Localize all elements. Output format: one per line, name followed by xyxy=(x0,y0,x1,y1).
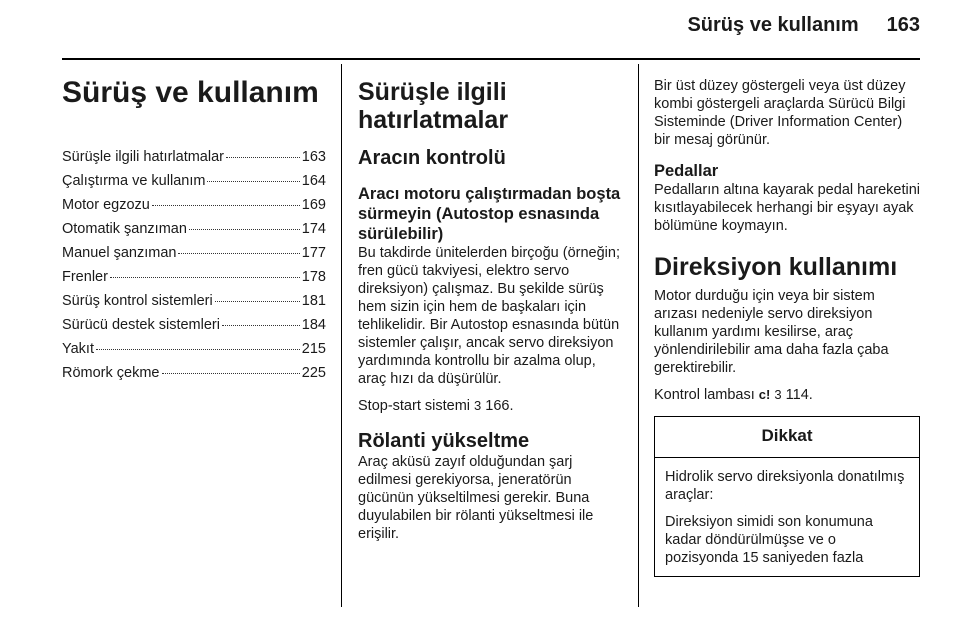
chapter-title: Sürüş ve kullanım xyxy=(62,76,319,109)
steering-text: Motor durduğu için veya bir sistem arızası nedeniyle servo direksiyon kullanım yardımı kesilirse, araç yönlendirilebilir ama daha fazla çaba gerektirebilir. xyxy=(654,288,889,376)
toc-leader xyxy=(226,157,300,158)
section-title: Sürüşle ilgili hatırlatmalar xyxy=(358,78,509,134)
autostop-text: Bu takdirde ünitelerden birçoğu (örneğin; fren gücü takviyesi, elektro servo direksiyon) çalışmaz. Bu şekilde sürüş hem sizin için hem de başkaları için tehlikelidir. Bir Autostop esnasında bütün sistemler çalışır, ancak servo direksiyon yardımında kontrollu bir azalma olup, araç hızı da düşürülür. xyxy=(358,245,620,387)
idle-text: Araç aküsü zayıf olduğundan şarj edilmesi gerekiyorsa, jeneratörün gücünün yükseltilmesi gerekir. Buna duyulabilen bir rölanti yükseltmesi ile erişilir. xyxy=(358,454,594,542)
column-pedals-steering xyxy=(654,64,920,577)
column-toc xyxy=(62,64,326,385)
table-of-contents xyxy=(62,145,326,385)
toc-label: Sürüş kontrol sistemleri xyxy=(62,293,213,309)
toc-page: 184 xyxy=(301,317,326,333)
toc-leader xyxy=(162,373,300,374)
toc-leader xyxy=(207,181,299,182)
toc-leader xyxy=(110,277,300,278)
toc-entry[interactable] xyxy=(62,265,326,289)
toc-leader xyxy=(189,229,300,230)
steering-heading: Direksiyon kullanımı xyxy=(654,253,898,281)
toc-label: Sürüşle ilgili hatırlatmalar xyxy=(62,149,224,165)
toc-page: 181 xyxy=(301,293,326,309)
toc-label: Otomatik şanzıman xyxy=(62,221,187,237)
toc-entry[interactable] xyxy=(62,169,326,193)
toc-entry[interactable] xyxy=(62,313,326,337)
subsection-title: Aracın kontrolü xyxy=(358,147,506,169)
toc-label: Yakıt xyxy=(62,341,94,357)
column-divider xyxy=(638,64,639,607)
toc-entry[interactable] xyxy=(62,337,326,361)
toc-label: Frenler xyxy=(62,269,108,285)
steering-warning-icon: c! xyxy=(758,387,771,402)
pedals-text: Pedalların altına kayarak pedal hareketini kısıtlayabilecek herhangi bir eşyayı ayak bölümüne koymayın. xyxy=(654,182,920,234)
toc-label: Çalıştırma ve kullanım xyxy=(62,173,206,189)
toc-leader xyxy=(96,349,300,350)
reference-page[interactable]: 166. xyxy=(485,398,514,414)
toc-page: 225 xyxy=(301,365,326,381)
page-number: 163 xyxy=(886,14,920,36)
toc-leader xyxy=(222,325,300,326)
running-head xyxy=(687,14,920,37)
toc-page: 169 xyxy=(301,197,326,213)
toc-page: 177 xyxy=(301,245,326,261)
toc-entry[interactable] xyxy=(62,193,326,217)
toc-entry[interactable] xyxy=(62,145,326,169)
toc-entry[interactable] xyxy=(62,361,326,385)
idle-heading: Rölanti yükseltme xyxy=(358,430,530,452)
page-reference-icon: 3 xyxy=(474,398,482,413)
header-rule xyxy=(62,58,920,60)
pedals-heading: Pedallar xyxy=(654,162,719,180)
toc-label: Motor egzozu xyxy=(62,197,150,213)
toc-page: 163 xyxy=(301,149,326,165)
stop-start-reference xyxy=(358,397,622,415)
lamp-label: Kontrol lambası xyxy=(654,387,755,403)
toc-page: 174 xyxy=(301,221,326,237)
toc-page: 178 xyxy=(301,269,326,285)
toc-label: Sürücü destek sistemleri xyxy=(62,317,220,333)
toc-entry[interactable] xyxy=(62,217,326,241)
toc-page: 164 xyxy=(301,173,326,189)
toc-leader xyxy=(152,205,300,206)
toc-entry[interactable] xyxy=(62,289,326,313)
caution-text: Direksiyon simidi son konumuna kadar döndürülmüşse ve o pozisyonda 15 saniyeden fazla xyxy=(665,514,873,566)
caution-box xyxy=(654,416,920,577)
column-divider xyxy=(341,64,342,607)
intro-text: Bir üst düzey göstergeli veya üst düzey kombi göstergeli araçlarda Sürücü Bilgi Sisteminde (Driver Information Center) bir mesaj görünür. xyxy=(654,78,906,148)
caution-title: Dikkat xyxy=(655,417,919,458)
toc-page: 215 xyxy=(301,341,326,357)
toc-entry[interactable] xyxy=(62,241,326,265)
control-lamp-reference xyxy=(654,386,920,404)
toc-label: Manuel şanzıman xyxy=(62,245,177,261)
column-driving-hints xyxy=(358,64,622,552)
reference-page[interactable]: 114. xyxy=(785,387,813,403)
toc-label: Römork çekme xyxy=(62,365,160,381)
page-reference-icon: 3 xyxy=(774,387,782,402)
caution-body xyxy=(655,458,919,567)
autostop-heading: Aracı motoru çalıştırmadan boşta sürmeyin (Autostop esnasında sürülebilir) xyxy=(358,185,621,243)
running-title: Sürüş ve kullanım xyxy=(687,14,859,36)
caution-text: Hidrolik servo direksiyonla donatılmış araçlar: xyxy=(665,469,905,503)
reference-label: Stop-start sistemi xyxy=(358,398,470,414)
toc-leader xyxy=(178,253,299,254)
toc-leader xyxy=(215,301,300,302)
